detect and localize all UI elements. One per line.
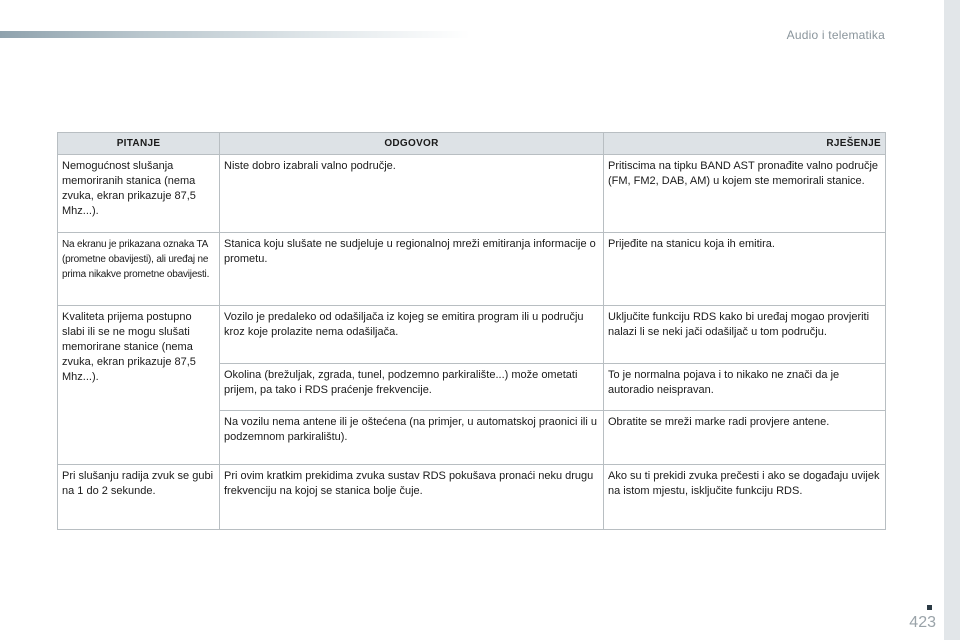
table-header-row: [58, 133, 886, 155]
question-cell: Pri slušanju radija zvuk se gubi na 1 do 2 sekunde.: [58, 465, 220, 530]
solution-cell: Ako su ti prekidi zvuka prečesti i ako se događaju uvijek na istom mjestu, isključite funkciju RDS.: [604, 465, 886, 530]
solution-cell: Pritiscima na tipku BAND AST pronađite valno područje (FM, FM2, DAB, AM) u kojem ste memorirali stanice.: [604, 155, 886, 233]
table-row: [58, 155, 886, 233]
solution-cell: Prijeđite na stanicu koja ih emitira.: [604, 233, 886, 306]
answer-cell: Okolina (brežuljak, zgrada, tunel, podzemno parkiralište...) može ometati prijem, pa tako i RDS praćenje frekvencije.: [220, 364, 604, 411]
solution-cell: Obratite se mreži marke radi provjere antene.: [604, 411, 886, 465]
solution-cell: To je normalna pojava i to nikako ne znači da je autoradio neispravan.: [604, 364, 886, 411]
solution-cell: Uključite funkciju RDS kako bi uređaj mogao provjeriti nalazi li se neki jači odašiljač u tom području.: [604, 306, 886, 364]
header-gradient-bar: [0, 31, 470, 38]
table-row: [58, 306, 886, 364]
column-header-question: PITANJE: [58, 133, 220, 155]
question-cell: Nemogućnost slušanja memoriranih stanica (nema zvuka, ekran prikazuje 87,5 Mhz...).: [58, 155, 220, 233]
page-marker: [927, 605, 932, 610]
answer-cell: Stanica koju slušate ne sudjeluje u regionalnoj mreži emitiranja informacije o prometu.: [220, 233, 604, 306]
table-row: [58, 465, 886, 530]
page-edge-strip: [944, 0, 960, 640]
column-header-answer: ODGOVOR: [220, 133, 604, 155]
answer-cell: Vozilo je predaleko od odašiljača iz kojeg se emitira program ili u području kroz koje prolazite nema odašiljača.: [220, 306, 604, 364]
answer-cell: Niste dobro izabrali valno područje.: [220, 155, 604, 233]
column-header-solution: RJEŠENJE: [604, 133, 886, 155]
section-title: Audio i telematika: [786, 28, 885, 42]
answer-cell: Pri ovim kratkim prekidima zvuka sustav RDS pokušava pronaći neku drugu frekvenciju na kojoj se stanica bolje čuje.: [220, 465, 604, 530]
troubleshooting-table: [57, 132, 886, 530]
table-row: [58, 233, 886, 306]
page-number: 423: [909, 614, 936, 631]
question-cell: Kvaliteta prijema postupno slabi ili se ne mogu slušati memorirane stanice (nema zvuka, ekran prikazuje 87,5 Mhz...).: [58, 306, 220, 465]
question-cell: Na ekranu je prikazana oznaka TA (prometne obavijesti), ali uređaj ne prima nikakve prometne obavijesti.: [58, 233, 220, 306]
answer-cell: Na vozilu nema antene ili je oštećena (na primjer, u automatskoj praonici ili u podzemnom parkiralištu).: [220, 411, 604, 465]
